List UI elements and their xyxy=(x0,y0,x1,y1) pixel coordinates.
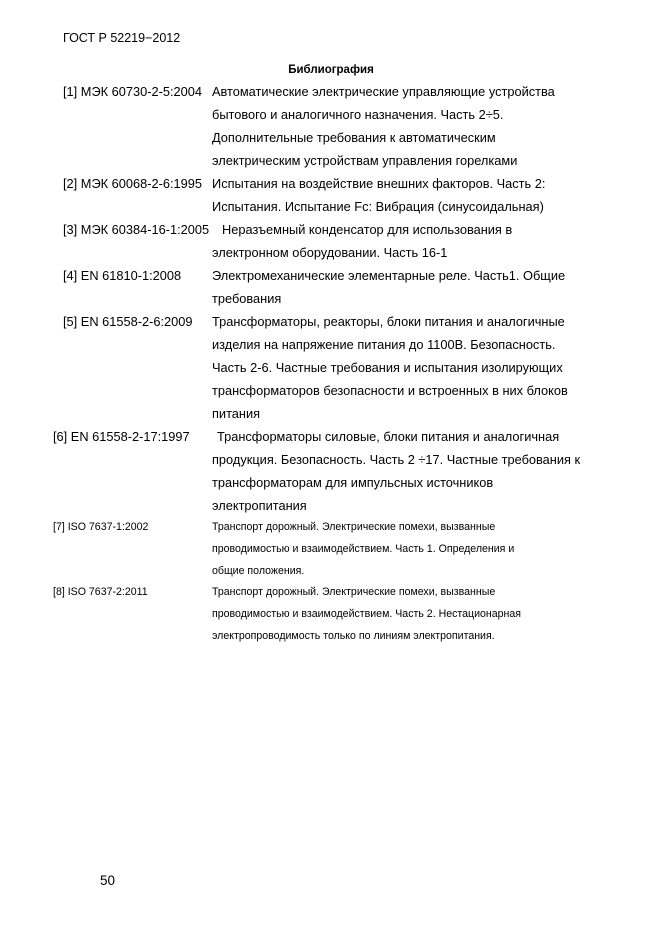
ref-text-line: Часть 2-6. Частные требования и испытания изолирующих xyxy=(212,360,563,375)
ref-text-line: питания xyxy=(212,406,261,421)
ref-label: [8] ISO 7637-2:2011 xyxy=(53,586,148,598)
ref-text-line: Автоматические электрические управляющие устройства xyxy=(212,84,555,99)
ref-text-line: трансформаторам для импульсных источников xyxy=(212,475,494,490)
ref-label: [5] EN 61558-2-6:2009 xyxy=(63,314,193,329)
document-header: ГОСТ Р 52219−2012 xyxy=(63,31,181,45)
ref-text-line: проводимостью и взаимодействием. Часть 1. Определения и xyxy=(212,543,515,555)
ref-text-line: Испытания. Испытание Fc: Вибрация (синусоидальная) xyxy=(212,199,544,214)
ref-text-line: проводимостью и взаимодействием. Часть 2. Нестационарная xyxy=(212,608,522,620)
ref-text-line: Неразъемный конденсатор для использования в xyxy=(222,222,513,237)
ref-label: [4] EN 61810-1:2008 xyxy=(63,268,182,283)
ref-text-line: электропитания xyxy=(212,498,307,513)
ref-label: [6] EN 61558-2-17:1997 xyxy=(53,429,190,444)
ref-text-line: электронном оборудовании. Часть 16-1 xyxy=(212,245,448,260)
ref-label: [1] МЭК 60730-2-5:2004 xyxy=(63,84,203,99)
ref-text-line: изделия на напряжение питания до 1100В. Безопасность. xyxy=(212,337,556,352)
ref-label: [2] МЭК 60068-2-6:1995 xyxy=(63,176,203,191)
ref-text-line: Транспорт дорожный. Электрические помехи, вызванные xyxy=(212,521,496,533)
ref-text-line: Трансформаторы силовые, блоки питания и аналогичная xyxy=(217,429,560,444)
ref-text-line: Транспорт дорожный. Электрические помехи, вызванные xyxy=(212,586,496,598)
ref-text-line: трансформаторов безопасности и встроенных в них блоков xyxy=(212,383,568,398)
ref-text-line: бытового и аналогичного назначения. Часть 2÷5. xyxy=(212,107,504,122)
ref-text-line: электропроводимость только по линиям электропитания. xyxy=(212,630,495,642)
ref-label: [3] МЭК 60384-16-1:2005 xyxy=(63,222,210,237)
ref-text-line: Испытания на воздействие внешних факторов. Часть 2: xyxy=(212,176,546,191)
section-title: Библиография xyxy=(288,64,374,76)
ref-text-line: Дополнительные требования к автоматическим xyxy=(212,130,496,145)
ref-label: [7] ISO 7637-1:2002 xyxy=(53,521,149,533)
ref-text-line: Трансформаторы, реакторы, блоки питания и аналогичные xyxy=(212,314,565,329)
ref-text-line: продукция. Безопасность. Часть 2 ÷17. Частные требования к xyxy=(212,452,581,467)
ref-text-line: общие положения. xyxy=(212,565,305,577)
ref-text-line: Электромеханические элементарные реле. Часть1. Общие xyxy=(212,268,566,283)
ref-text-line: требования xyxy=(212,291,282,306)
ref-text-line: электрическим устройствам управления горелками xyxy=(212,153,518,168)
page-number: 50 xyxy=(100,873,116,888)
